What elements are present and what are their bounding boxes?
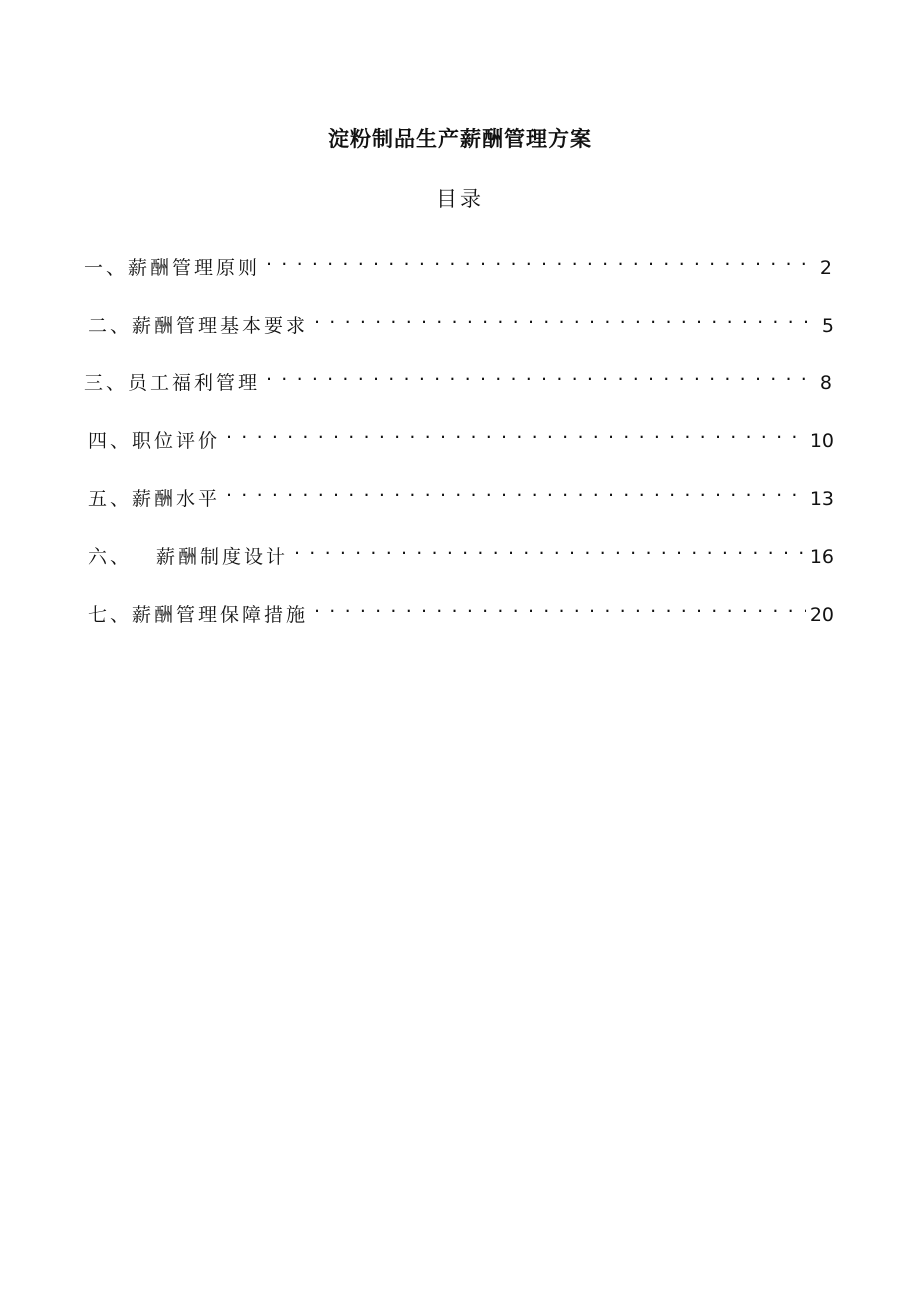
toc-entry-number: 二、 [88,315,133,337]
toc-entry[interactable] [84,359,832,394]
toc-entry-number: 四、 [88,430,133,452]
toc-entry-number: 六、 [88,546,133,568]
toc-dot-leader [314,591,806,621]
toc-entry[interactable] [88,533,834,568]
toc-entry-label: 薪酬水平 [132,488,221,510]
toc-entry-number: 五、 [88,488,133,510]
toc-entry-number: 七、 [88,604,133,626]
toc-entry-label: 薪酬管理基本要求 [132,315,309,337]
toc-entry-label: 薪酬管理保障措施 [132,604,309,626]
document-title: 淀粉制品生产薪酬管理方案 [328,127,592,151]
toc-entry-page: 5 [821,315,834,337]
toc-entry-label: 员工福利管理 [128,372,261,394]
toc-entry[interactable] [88,417,834,452]
toc-entry[interactable] [88,475,834,510]
toc-dot-leader [294,533,806,563]
toc-entry-number: 三、 [84,372,129,394]
toc-entry[interactable] [88,302,834,337]
toc-entry[interactable] [84,244,832,279]
toc-dot-leader [314,302,818,332]
toc-entry-page: 20 [809,604,834,626]
toc-dot-leader [266,359,816,389]
toc-entry-page: 10 [809,430,834,452]
toc-entry-label: 薪酬管理原则 [128,257,261,279]
toc-entry-page: 8 [819,372,832,394]
toc-entry-page: 2 [819,257,832,279]
toc-entry-number: 一、 [84,257,129,279]
toc-entry-page: 16 [809,546,834,568]
toc-dot-leader [226,417,806,447]
toc-entry-page: 13 [809,488,834,510]
toc-dot-leader [266,244,816,274]
toc-heading: 目录 [436,187,484,211]
toc-entry-label: 职位评价 [132,430,221,452]
toc-entry[interactable] [88,591,834,626]
toc-entry-label: 薪酬制度设计 [156,546,289,568]
toc-dot-leader [226,475,806,505]
